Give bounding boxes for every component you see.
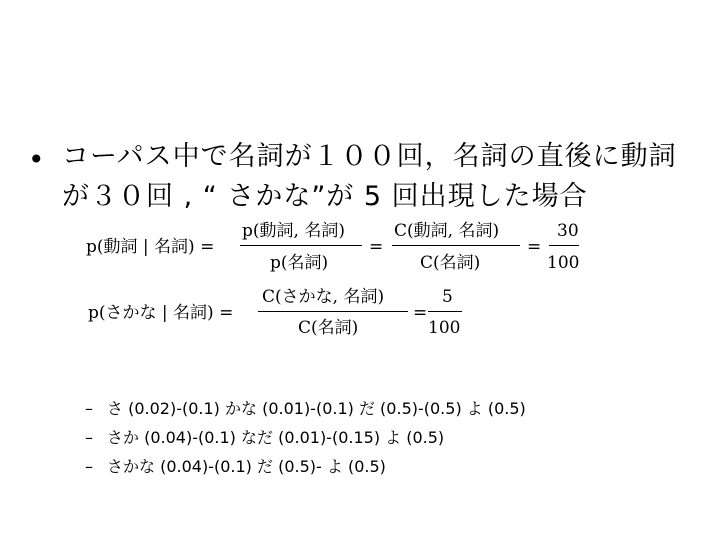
formula-1-frac2-bar xyxy=(392,245,520,246)
formula-2-frac2-numerator: 5 xyxy=(442,287,453,307)
list-item-text: さ (0.02)-(0.1) かな (0.01)-(0.1) だ (0.5)-(0.5) よ (0.5) xyxy=(107,399,526,418)
formula-2-frac2-bar xyxy=(428,311,462,312)
formula-1-frac1-denominator: p(名詞) xyxy=(270,253,329,273)
list-item xyxy=(85,455,705,484)
list-item-text: さかな (0.04)-(0.1) だ (0.5)- よ (0.5) xyxy=(107,457,386,476)
formula-1-frac1-bar xyxy=(240,245,362,246)
formula-1-frac1-numerator: p(動詞, 名詞) xyxy=(242,221,345,241)
list-dash: – xyxy=(85,428,93,447)
bullet-text: コーパス中で名詞が１００回，名詞の直後に動詞が３０回 , “ さかな”が 5 回出現した場合 xyxy=(62,141,677,212)
formula-2-frac1-numerator: C(さかな, 名詞) xyxy=(262,287,385,307)
sub-list xyxy=(85,397,705,484)
list-item xyxy=(85,397,705,426)
list-dash: – xyxy=(85,457,93,476)
formula-1-frac2-numerator: C(動詞, 名詞) xyxy=(394,221,500,241)
formula-1-frac3-denominator: 100 xyxy=(547,253,580,273)
formula-1-frac3-bar xyxy=(549,245,579,246)
formula-2-frac2-denominator: 100 xyxy=(428,318,461,338)
formula-2-lhs: p(さかな | 名詞) = xyxy=(88,303,234,323)
formula-1-equals-1: = xyxy=(369,237,384,257)
list-dash: – xyxy=(85,399,93,418)
bullet-marker: • xyxy=(28,143,45,176)
formula-2-equals-1: = xyxy=(413,303,428,323)
formula-2-frac1-bar xyxy=(258,311,408,312)
formula-2-frac1-denominator: C(名詞) xyxy=(298,318,359,338)
list-item-text: さか (0.04)-(0.1) なだ (0.01)-(0.15) よ (0.5) xyxy=(107,428,445,447)
formula-1-equals-2: = xyxy=(527,237,542,257)
formula-1-lhs: p(動詞 | 名詞) = xyxy=(86,237,215,257)
formula-1-frac3-numerator: 30 xyxy=(557,221,579,241)
formula-1-frac2-denominator: C(名詞) xyxy=(420,253,481,273)
list-item xyxy=(85,426,705,455)
